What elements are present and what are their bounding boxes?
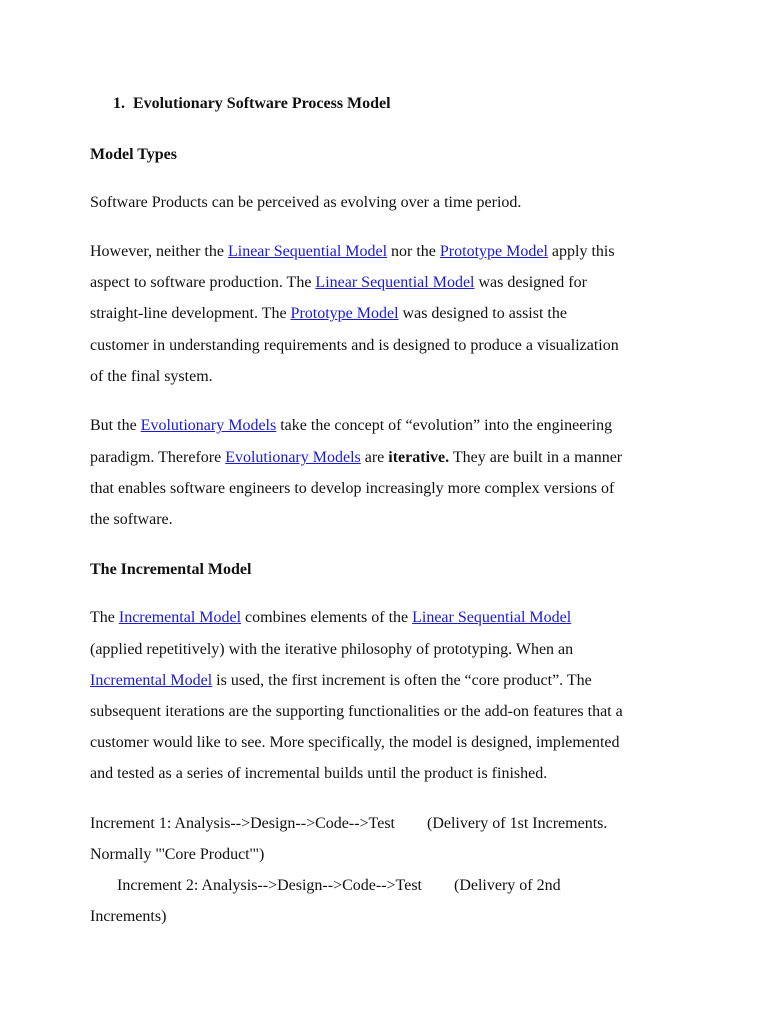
title-text: Evolutionary Software Process Model (133, 95, 391, 112)
paragraph-2-line-5: of the final system. (90, 368, 213, 385)
link-linear-sequential-model[interactable]: Linear Sequential Model (315, 274, 475, 291)
link-incremental-model[interactable]: Incremental Model (90, 672, 213, 689)
paragraph-3-line-2 (90, 448, 622, 468)
link-incremental-model[interactable]: Incremental Model (118, 609, 242, 626)
text-run: was designed for (474, 274, 587, 291)
paragraph-4-line-3 (90, 671, 592, 691)
text-run: combines elements of the (241, 609, 413, 626)
text-run: is used, the first increment is often the “core product”. The (212, 672, 592, 689)
text-run: was designed to assist the (398, 305, 567, 322)
paragraph-2-line-2 (90, 273, 587, 293)
increment-1-continuation: Normally "'Core Product'") (90, 846, 265, 863)
text-run: The (90, 609, 119, 626)
link-evolutionary-models[interactable]: Evolutionary Models (140, 417, 277, 434)
link-prototype-model[interactable]: Prototype Model (439, 243, 548, 260)
text-run: are (360, 449, 389, 466)
link-evolutionary-models[interactable]: Evolutionary Models (225, 449, 361, 466)
bold-iterative: iterative. (388, 449, 450, 466)
paragraph-2-line-3 (90, 304, 567, 324)
paragraph-4-line-4: subsequent iterations are the supporting functionalities or the add-on features that a (90, 703, 623, 720)
paragraph-2-line-4: customer in understanding requirements and is designed to produce a visualization (90, 337, 619, 354)
text-run: However, neither the (90, 243, 228, 260)
title-number: 1. (113, 95, 125, 112)
paragraph-4-line-6: and tested as a series of incremental builds until the product is finished. (90, 765, 548, 782)
increment-1-steps: Increment 1: Analysis-->Design-->Code-->Test (90, 815, 395, 832)
increment-2-note: (Delivery of 2nd (453, 877, 561, 894)
paragraph-3-line-1 (90, 416, 612, 436)
paragraph-4-line-5: customer would like to see. More specifically, the model is designed, implemented (90, 734, 620, 751)
text-run: nor the (387, 243, 440, 260)
section-heading-incremental-model: The Incremental Model (90, 561, 252, 578)
paragraph-3-line-3: that enables software engineers to develop increasingly more complex versions of (90, 480, 615, 497)
link-prototype-model[interactable]: Prototype Model (290, 305, 399, 322)
increment-2-continuation: Increments) (90, 908, 167, 925)
document-title (113, 94, 391, 114)
text-run: But the (90, 417, 141, 434)
link-linear-sequential-model[interactable]: Linear Sequential Model (227, 243, 388, 260)
text-run: take the concept of “evolution” into the engineering (276, 417, 613, 434)
text-run: aspect to software production. The (90, 274, 316, 291)
text-run: paradigm. Therefore (90, 449, 226, 466)
paragraph-1: Software Products can be perceived as evolving over a time period. (90, 194, 522, 211)
text-run: They are built in a manner (449, 449, 623, 466)
text-run: apply this (547, 243, 615, 260)
increment-1-note: (Delivery of 1st Increments. (426, 815, 608, 832)
paragraph-4-line-1 (90, 608, 571, 628)
link-linear-sequential-model[interactable]: Linear Sequential Model (412, 609, 572, 626)
paragraph-4-line-2: (applied repetitively) with the iterative philosophy of prototyping. When an (90, 641, 574, 658)
increment-2-steps: Increment 2: Analysis-->Design-->Code-->Test (117, 877, 422, 894)
paragraph-2-line-1 (90, 242, 615, 262)
paragraph-3-line-4: the software. (90, 511, 173, 528)
section-heading-model-types: Model Types (90, 146, 177, 163)
increment-2-line (117, 876, 561, 896)
text-run: straight-line development. The (90, 305, 291, 322)
increment-1-line (90, 814, 607, 834)
